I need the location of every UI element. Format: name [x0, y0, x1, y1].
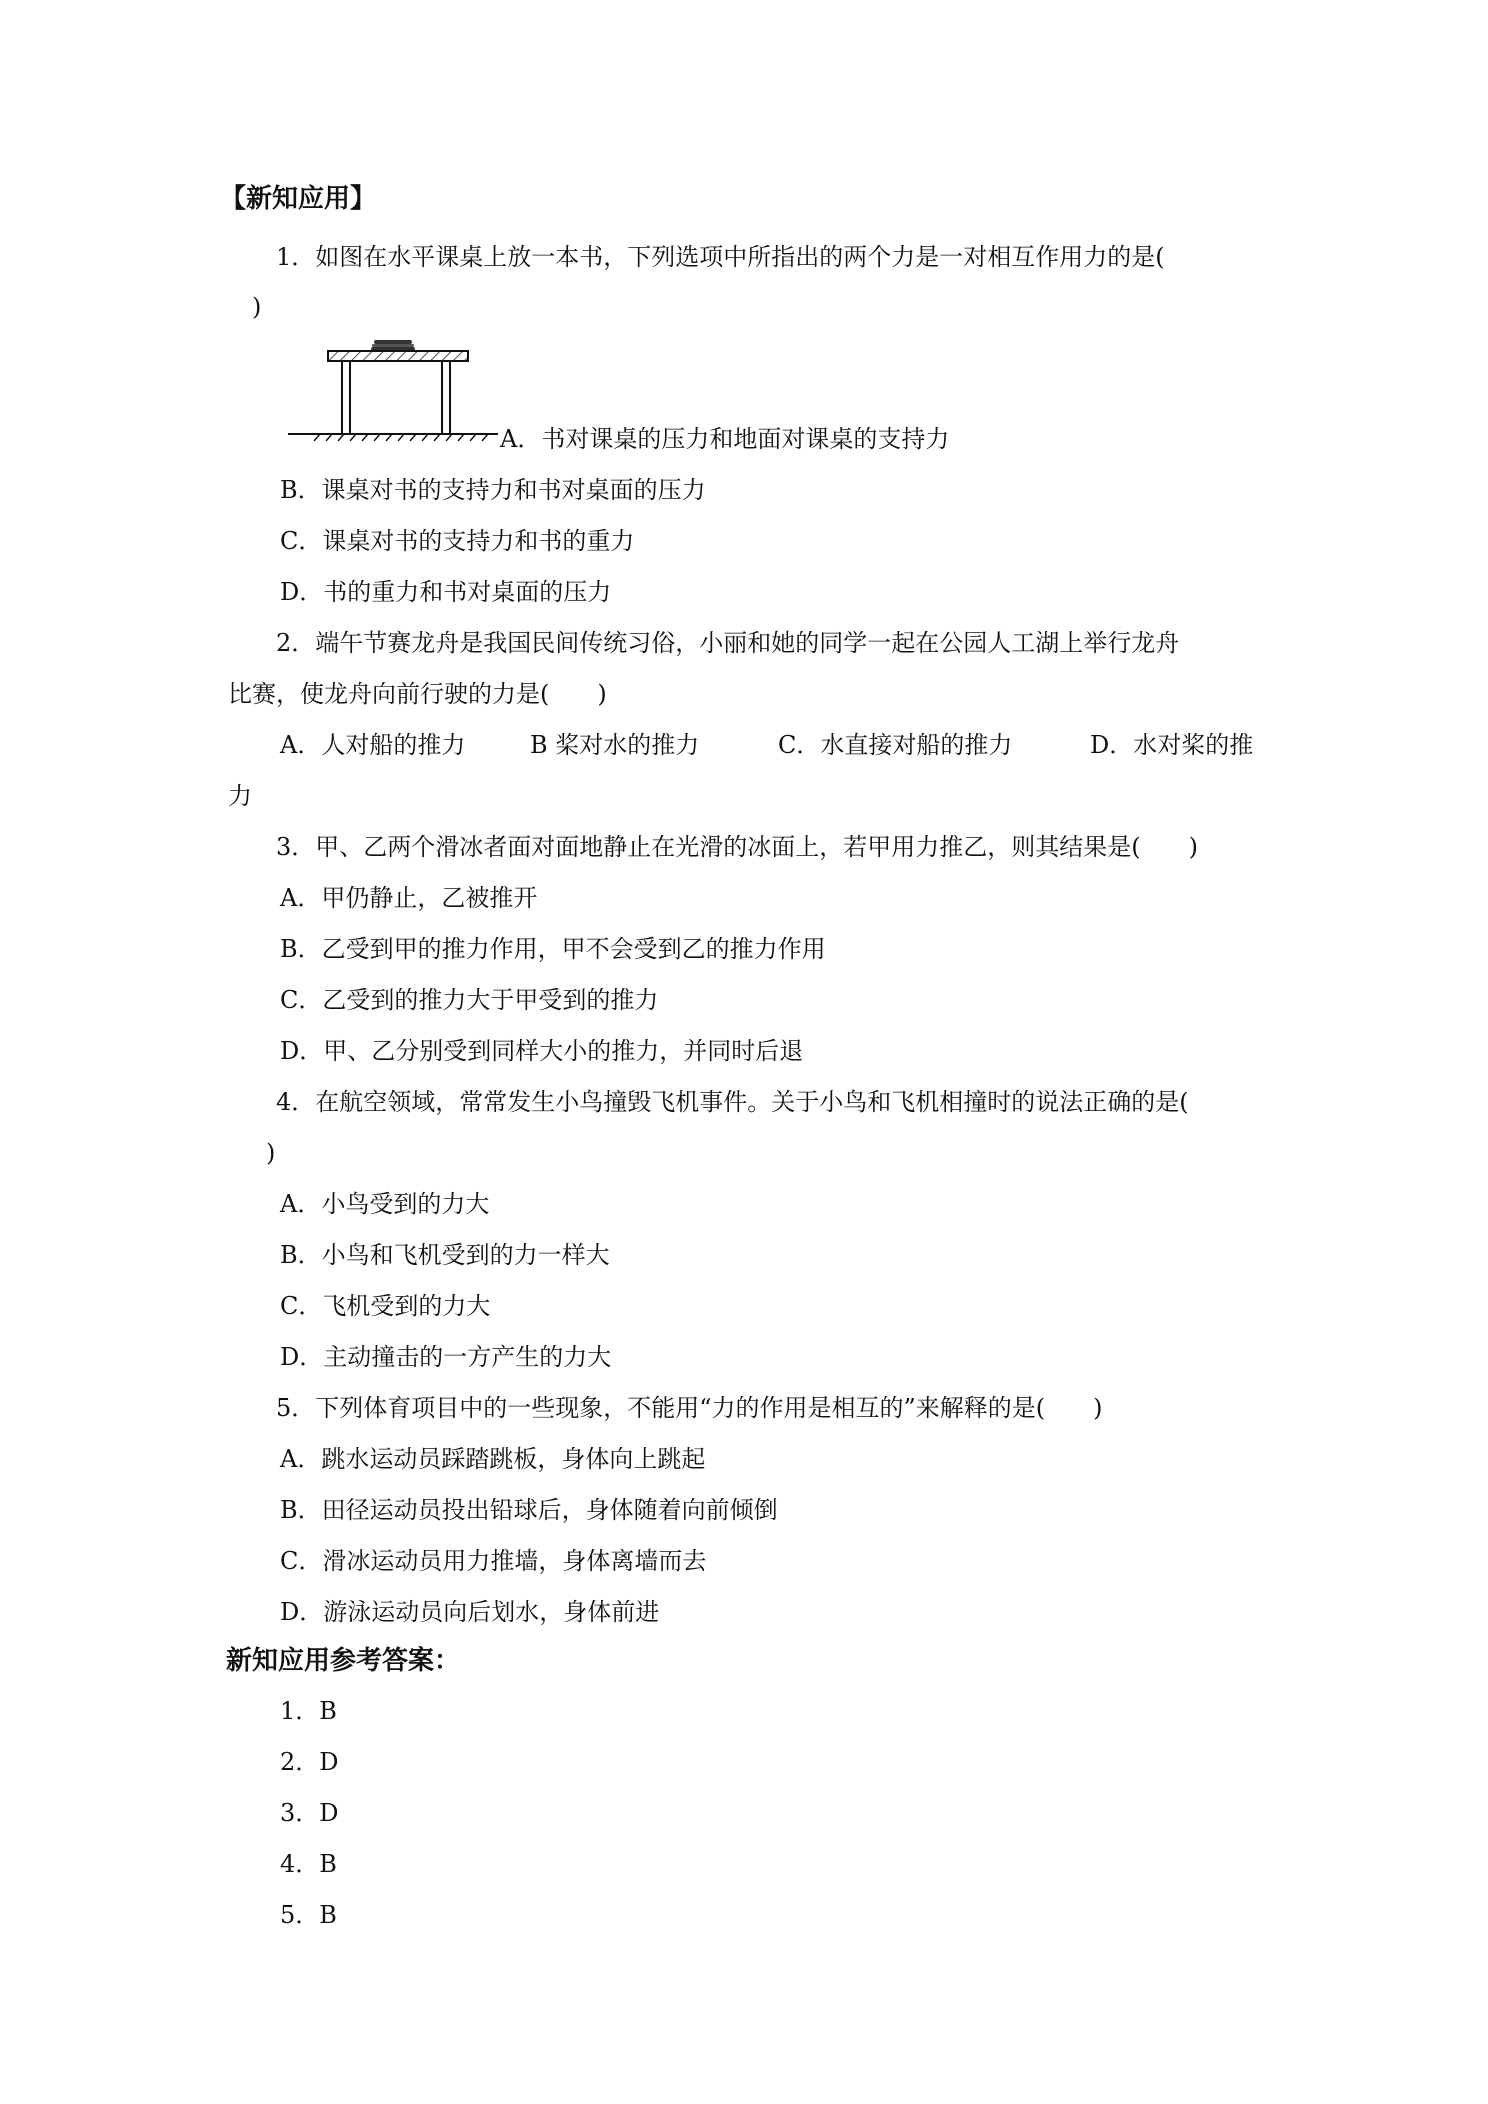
question-1-option-c: C．课桌对书的支持力和书的重力 — [280, 527, 635, 555]
question-5-option-b: B．田径运动员投出铅球后，身体随着向前倾倒 — [280, 1496, 778, 1524]
question-4-option-a: A．小鸟受到的力大 — [280, 1190, 490, 1218]
question-3-option-d: D．甲、乙分别受到同样大小的推力，并同时后退 — [280, 1037, 804, 1065]
answer-1: 1．B — [280, 1697, 337, 1725]
question-2-option-c: C．水直接对船的推力 — [778, 731, 1013, 759]
question-2-option-d: D．水对桨的推 — [1090, 731, 1254, 759]
question-4-option-d: D．主动撞击的一方产生的力大 — [280, 1343, 612, 1371]
question-3-option-c: C．乙受到的推力大于甲受到的推力 — [280, 986, 659, 1014]
question-1-stem: 1．如图在水平课桌上放一本书，下列选项中所指出的两个力是一对相互作用力的是( — [276, 243, 1165, 271]
question-4-stem: 4．在航空领域，常常发生小鸟撞毁飞机事件。关于小鸟和飞机相撞时的说法正确的是( — [276, 1088, 1189, 1116]
question-2-stem: 2．端午节赛龙舟是我国民间传统习俗，小丽和她的同学一起在公园人工湖上举行龙舟 — [276, 629, 1180, 657]
question-3-option-b: B．乙受到甲的推力作用，甲不会受到乙的推力作用 — [280, 935, 826, 963]
question-1-option-a: A．书对课桌的压力和地面对课桌的支持力 — [500, 425, 950, 453]
ground-icon — [288, 434, 498, 441]
question-3-option-a: A．甲仍静止，乙被推开 — [280, 884, 538, 912]
answer-2: 2．D — [280, 1748, 339, 1776]
desk-with-book-figure — [286, 335, 500, 443]
question-2-option-b: B 桨对水的推力 — [530, 731, 700, 759]
question-5-option-c: C．滑冰运动员用力推墙，身体离墙而去 — [280, 1547, 707, 1575]
answers-heading: 新知应用参考答案： — [226, 1646, 461, 1676]
desk-legs-icon — [342, 361, 450, 433]
question-2-option-d-wrap: 力 — [228, 782, 252, 810]
question-4-stem-wrap: ) — [266, 1139, 276, 1167]
question-1-option-b: B．课桌对书的支持力和书对桌面的压力 — [280, 476, 706, 504]
question-1-option-d: D．书的重力和书对桌面的压力 — [280, 578, 612, 606]
book-icon — [371, 340, 415, 351]
question-1-stem-wrap: ) — [252, 293, 262, 321]
question-4-option-c: C．飞机受到的力大 — [280, 1292, 491, 1320]
question-2-option-a: A．人对船的推力 — [280, 731, 466, 759]
question-3-stem: 3．甲、乙两个滑冰者面对面地静止在光滑的冰面上，若甲用力推乙，则其结果是( ) — [276, 833, 1198, 861]
section-heading: 【新知应用】 — [220, 184, 377, 214]
question-5-stem: 5．下列体育项目中的一些现象，不能用“力的作用是相互的”来解释的是( ) — [276, 1394, 1103, 1422]
question-2-options-row — [0, 728, 1488, 762]
question-5-option-a: A．跳水运动员踩踏跳板，身体向上跳起 — [280, 1445, 706, 1473]
question-4-option-b: B．小鸟和飞机受到的力一样大 — [280, 1241, 610, 1269]
tabletop-icon — [328, 351, 468, 361]
question-5-option-d: D．游泳运动员向后划水，身体前进 — [280, 1598, 660, 1626]
answer-3: 3．D — [280, 1799, 339, 1827]
question-2-stem-wrap: 比赛，使龙舟向前行驶的力是( ) — [228, 680, 607, 708]
answer-5: 5．B — [280, 1901, 337, 1929]
answer-4: 4．B — [280, 1850, 337, 1878]
